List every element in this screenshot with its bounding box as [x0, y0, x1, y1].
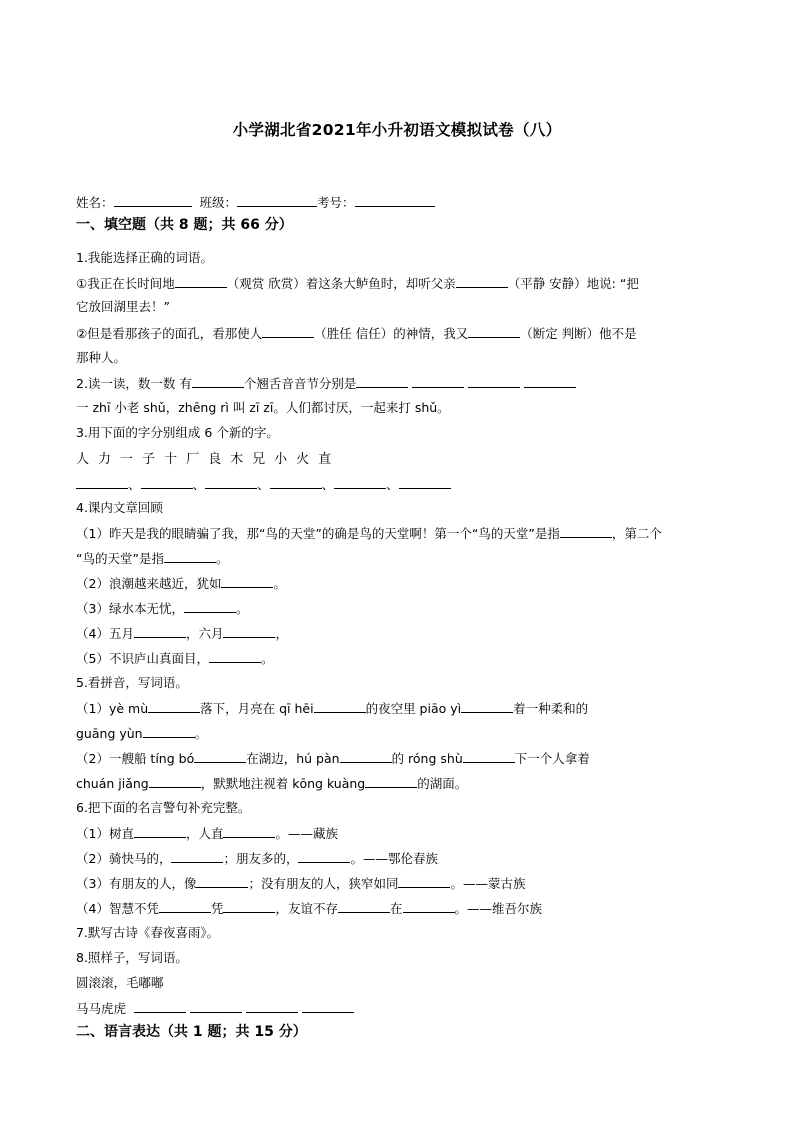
name-blank[interactable] — [114, 192, 192, 207]
answer-blank[interactable] — [190, 998, 242, 1013]
answer-blank[interactable] — [184, 598, 236, 613]
answer-blank[interactable] — [365, 773, 417, 788]
answer-blank[interactable] — [560, 523, 612, 538]
answer-blank[interactable] — [270, 474, 322, 489]
q5-line-3: （2）一艘船 tíng bó 在湖边，hú pàn 的 róng shù 下一个人拿着 — [76, 748, 590, 767]
answer-blank[interactable] — [134, 823, 186, 838]
q2-text: 一 zhī 小老 shǔ，zhēng rì 叫 zī zī。人们都讨厌，一起来打 shǔ。 — [76, 400, 450, 415]
answer-blank[interactable] — [302, 998, 354, 1013]
section-1-heading: 一、填空题（共 8 题；共 66 分） — [76, 217, 293, 233]
answer-blank[interactable] — [148, 698, 200, 713]
answer-blank[interactable] — [143, 723, 195, 738]
q1-line-3: ②但是看那孩子的面孔，看那使人 （胜任 信任）的神情，我又 （断定 判断）他不是 — [76, 323, 637, 342]
q5-stem: 5.看拼音，写词语。 — [76, 675, 188, 690]
q8-stem: 8.照样子，写词语。 — [76, 950, 188, 965]
answer-blank[interactable] — [209, 648, 261, 663]
q4-item-5: （5）不识庐山真面目， 。 — [76, 648, 273, 667]
q3-stem: 3.用下面的字分别组成 6 个新的字。 — [76, 425, 279, 440]
answer-blank[interactable] — [134, 623, 186, 638]
q4-item-1-cont: “鸟的天堂”是指 。 — [76, 548, 228, 567]
q5-line-1: （1）yè mù 落下，月亮在 qī hēi 的夜空里 piāo yì 着一种柔和的 — [76, 698, 588, 717]
answer-blank[interactable] — [149, 773, 201, 788]
answer-blank[interactable] — [468, 323, 520, 338]
q4-stem: 4.课内文章回顾 — [76, 500, 163, 515]
answer-blank[interactable] — [192, 373, 244, 388]
answer-blank[interactable] — [221, 573, 273, 588]
q6-line-3: （3）有朋友的人，像 ；没有朋友的人，狭窄如同 。——蒙古族 — [76, 873, 526, 892]
answer-blank[interactable] — [223, 898, 275, 913]
answer-blank[interactable] — [334, 474, 386, 489]
q8-item: 马马虎虎 — [76, 998, 354, 1017]
answer-blank[interactable] — [468, 373, 520, 388]
answer-blank[interactable] — [76, 474, 128, 489]
answer-blank[interactable] — [141, 474, 193, 489]
number-blank[interactable] — [355, 192, 435, 207]
answer-blank[interactable] — [399, 474, 451, 489]
answer-blank[interactable] — [159, 898, 211, 913]
q2-stem: 2.读一读，数一数 有 个翘舌音音节分别是 — [76, 373, 576, 392]
q1-line-1: ①我正在长时间地 （观赏 欣赏）着这条大鲈鱼时，却听父亲 （平静 安静）地说: “把 — [76, 273, 639, 292]
q1-line-4: 那种人。 — [76, 350, 127, 365]
answer-blank[interactable] — [524, 373, 576, 388]
q5-line-2: guāng yùn 。 — [76, 723, 207, 742]
student-info-line: 姓名： 班级： 考号： — [76, 192, 435, 211]
answer-blank[interactable] — [356, 373, 408, 388]
answer-blank[interactable] — [403, 898, 455, 913]
answer-blank[interactable] — [246, 998, 298, 1013]
answer-blank[interactable] — [412, 373, 464, 388]
answer-blank[interactable] — [164, 548, 216, 563]
answer-blank[interactable] — [463, 748, 515, 763]
answer-blank[interactable] — [461, 698, 513, 713]
q5-line-4: chuán jiǎng ，默默地注视着 kōng kuàng 的湖面。 — [76, 773, 467, 792]
answer-blank[interactable] — [456, 273, 508, 288]
answer-blank[interactable] — [398, 873, 450, 888]
q1-stem: 1.我能选择正确的词语。 — [76, 250, 213, 265]
q4-item-3: （3）绿水本无忧， 。 — [76, 598, 248, 617]
q4-item-4: （4）五月 ，六月 ， — [76, 623, 288, 642]
q4-item-1: （1）昨天是我的眼睛骗了我，那“鸟的天堂”的确是鸟的天堂啊！第一个“鸟的天堂”是指 ，第二个 — [76, 523, 662, 542]
q1-line-2: 它放回湖里去！” — [76, 299, 170, 314]
answer-blank[interactable] — [205, 474, 257, 489]
q6-line-1: （1）树直 ，人直 。——藏族 — [76, 823, 338, 842]
q4-item-2: （2）浪潮越来越近，犹如 。 — [76, 573, 286, 592]
answer-blank[interactable] — [223, 623, 275, 638]
q3-characters: 人 力 一 子 十 厂 良 木 兄 小 火 直 — [76, 452, 332, 467]
answer-blank[interactable] — [134, 998, 186, 1013]
answer-blank[interactable] — [262, 323, 314, 338]
answer-blank[interactable] — [194, 748, 246, 763]
answer-blank[interactable] — [171, 848, 223, 863]
answer-blank[interactable] — [314, 698, 366, 713]
q6-line-4: （4）智慧不凭 凭 ，友谊不存 在 。——维吾尔族 — [76, 898, 542, 917]
page-title: 小学湖北省2021年小升初语文模拟试卷（八） — [232, 121, 562, 139]
answer-blank[interactable] — [223, 823, 275, 838]
q6-stem: 6.把下面的名言警句补充完整。 — [76, 800, 251, 815]
q7-stem: 7.默写古诗《春夜喜雨》。 — [76, 925, 220, 940]
answer-blank[interactable] — [338, 898, 390, 913]
q6-line-2: （2）骑快马的， ；朋友多的， 。——鄂伦春族 — [76, 848, 438, 867]
answer-blank[interactable] — [175, 273, 227, 288]
class-blank[interactable] — [237, 192, 317, 207]
answer-blank[interactable] — [298, 848, 350, 863]
q8-example: 圆滚滚，毛嘟嘟 — [76, 975, 164, 990]
answer-blank[interactable] — [340, 748, 392, 763]
section-2-heading: 二、语言表达（共 1 题；共 15 分） — [76, 1024, 307, 1040]
q3-blanks: 、 、 、 、 、 — [76, 474, 451, 493]
answer-blank[interactable] — [196, 873, 248, 888]
